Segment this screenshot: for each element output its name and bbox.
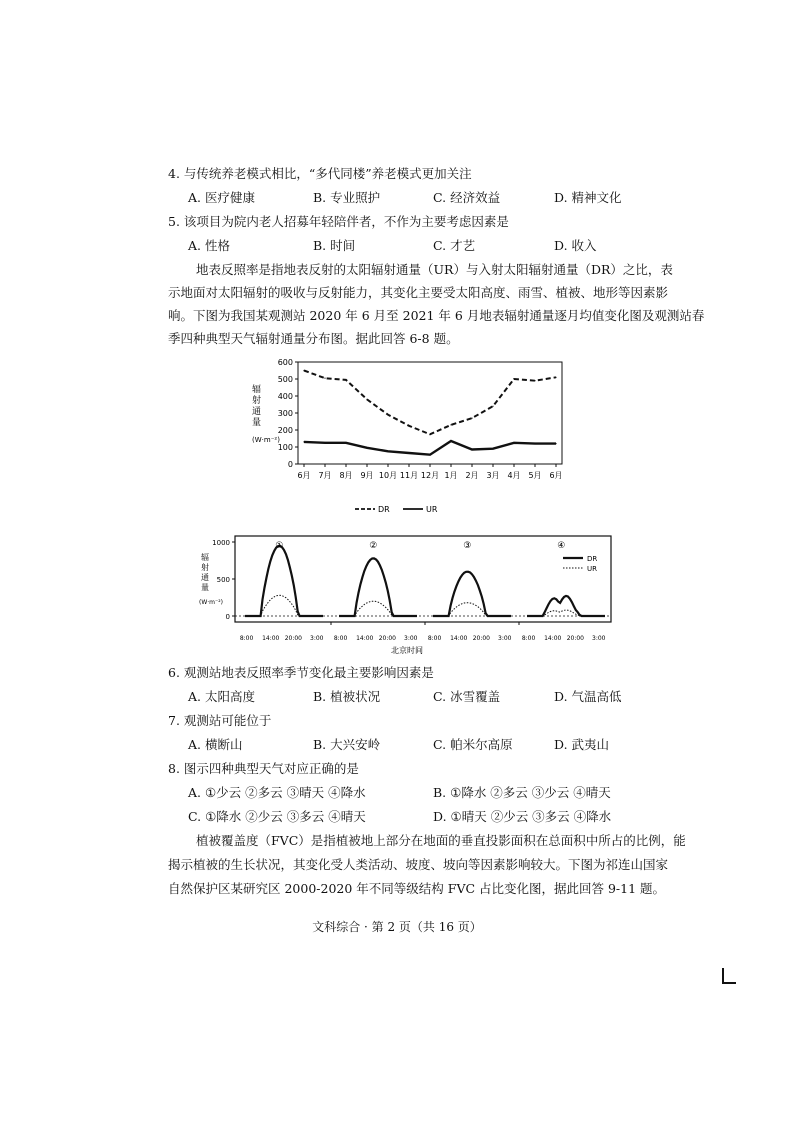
chart1-point-dr xyxy=(366,399,367,400)
chart2-xlabel: 北京时间 xyxy=(391,646,423,655)
question-8-option-b[interactable]: B. ①降水 ②多云 ③少云 ④晴天 xyxy=(433,785,611,800)
question-7-option-c[interactable]: C. 帕米尔高原 xyxy=(433,737,513,752)
chart2-xtick-label: 14:00 xyxy=(262,635,280,642)
question-8-option-c[interactable]: C. ①降水 ②少云 ③多云 ④晴天 xyxy=(188,809,366,824)
question-4-option-c[interactable]: C. 经济效益 xyxy=(433,190,501,205)
question-6-option-b[interactable]: B. 植被状况 xyxy=(313,689,381,704)
question-5-option-c[interactable]: C. 才艺 xyxy=(433,238,476,253)
chart2-ur-curve-3 xyxy=(433,603,511,616)
chart1-point-dr xyxy=(429,434,430,435)
chart1-point-dr xyxy=(471,418,472,419)
question-5-option-d[interactable]: D. 收入 xyxy=(554,238,597,253)
page-footer: 文科综合 · 第 2 页（共 16 页） xyxy=(312,920,482,934)
chart1-point-ur xyxy=(429,454,430,455)
chart1-ytick-label: 600 xyxy=(277,358,293,367)
chart2-xtick-label: 20:00 xyxy=(378,635,397,642)
question-8-option-d[interactable]: D. ①晴天 ②少云 ③多云 ④降水 xyxy=(433,809,612,824)
chart2-xtick-label: 8:00 xyxy=(427,635,442,642)
chart2-ytick-label: 500 xyxy=(216,576,230,584)
chart1-ytick-label: 300 xyxy=(277,409,293,418)
question-8-option-a[interactable]: A. ①少云 ②多云 ③晴天 ④降水 xyxy=(188,785,366,800)
chart2-ytick-label: 1000 xyxy=(212,539,230,547)
chart1-point-ur xyxy=(324,442,325,443)
chart2-ylabel-4: 量 xyxy=(201,583,209,592)
chart1-point-dr xyxy=(555,377,556,378)
passage-2-line-1: 植被覆盖度（FVC）是指植被地上部分在地面的垂直投影面积在总面积中所占的比例，能 xyxy=(196,833,686,848)
passage-1-line-2: 示地面对太阳辐射的吸收与反射能力，其变化主要受太阳高度、雨雪、植被、地形等因素影 xyxy=(168,285,669,300)
chart2-xtick-label: 3:00 xyxy=(404,635,418,642)
chart2-ylabel-1: 辐 xyxy=(201,553,209,562)
chart1-ytick-label: 400 xyxy=(277,392,293,401)
chart1-point-dr xyxy=(450,424,451,425)
question-4-stem: 4. 与传统养老模式相比，“多代同楼”养老模式更加关注 xyxy=(168,166,472,181)
chart1-point-ur xyxy=(555,443,556,444)
chart1-point-ur xyxy=(303,441,304,442)
question-4-option-b[interactable]: B. 专业照护 xyxy=(313,190,381,205)
chart2-panel-label-4: ④ xyxy=(557,541,566,551)
chart2-dr-curve-1 xyxy=(245,546,323,616)
question-8-stem: 8. 图示四种典型天气对应正确的是 xyxy=(168,761,359,776)
chart2-xtick-label: 20:00 xyxy=(566,635,585,642)
chart2-legend-label-ur: UR xyxy=(587,565,597,573)
passage-2-line-3: 自然保护区某研究区 2000-2020 年不同等级结构 FVC 占比变化图，据此回答 9-11 题。 xyxy=(168,881,666,896)
chart1-xtick-label: 8月 xyxy=(339,471,353,480)
chart2-xtick-label: 14:00 xyxy=(544,635,562,642)
chart1-ylabel-1: 辐 xyxy=(252,385,262,395)
question-7-option-a[interactable]: A. 横断山 xyxy=(188,737,243,752)
chart1-ylabel-3: 通 xyxy=(252,407,262,417)
chart1-point-ur xyxy=(471,449,472,450)
chart1-point-dr xyxy=(345,379,346,380)
chart2-xtick-label: 3:00 xyxy=(592,635,606,642)
chart2-xtick-label: 14:00 xyxy=(356,635,374,642)
chart1-point-dr xyxy=(324,378,325,379)
chart2-ur-curve-1 xyxy=(245,595,323,616)
chart1-point-dr xyxy=(534,380,535,381)
chart1-xtick-label: 4月 xyxy=(507,471,521,480)
chart1-legend-label-dr: DR xyxy=(378,505,390,514)
chart1-xtick-label: 10月 xyxy=(378,471,398,480)
chart1-xtick-label: 3月 xyxy=(486,471,500,480)
chart1-xtick-label: 7月 xyxy=(318,471,332,480)
chart1-xtick-label: 11月 xyxy=(399,471,419,480)
chart1-xtick-label: 6月 xyxy=(549,471,563,480)
chart2-ytick-label: 0 xyxy=(225,613,230,621)
chart2-xtick-label: 20:00 xyxy=(472,635,491,642)
chart1-point-dr xyxy=(513,378,514,379)
chart1-xtick-label: 6月 xyxy=(297,471,311,480)
question-7-option-b[interactable]: B. 大兴安岭 xyxy=(313,737,381,752)
chart1-ytick-label: 200 xyxy=(277,426,293,435)
chart1-ytick-label: 0 xyxy=(287,460,293,469)
chart2-ylabel-unit: (W·m⁻²) xyxy=(199,599,223,606)
chart1-xtick-label: 1月 xyxy=(444,471,458,480)
chart1-point-ur xyxy=(492,448,493,449)
question-6-option-c[interactable]: C. 冰雪覆盖 xyxy=(433,689,501,704)
chart1-frame xyxy=(298,362,562,464)
chart2-ylabel-3: 通 xyxy=(201,573,209,582)
chart1-ytick-label: 500 xyxy=(277,375,293,384)
question-6-stem: 6. 观测站地表反照率季节变化最主要影响因素是 xyxy=(168,665,434,680)
chart1-point-ur xyxy=(345,442,346,443)
chart2-xtick-label: 20:00 xyxy=(284,635,303,642)
chart1-point-ur xyxy=(513,442,514,443)
chart1-point-dr xyxy=(387,414,388,415)
chart2-xtick-label: 3:00 xyxy=(498,635,512,642)
chart2-xtick-label: 8:00 xyxy=(239,635,254,642)
chart1-point-dr xyxy=(303,370,304,371)
question-5-option-b[interactable]: B. 时间 xyxy=(313,238,356,253)
chart1-xtick-label: 9月 xyxy=(360,471,374,480)
chart2-dr-curve-3 xyxy=(433,572,511,616)
chart2-panel-label-3: ③ xyxy=(463,541,472,551)
question-7-stem: 7. 观测站可能位于 xyxy=(168,713,272,728)
chart2-dr-curve-2 xyxy=(339,558,417,616)
chart1-point-dr xyxy=(492,406,493,407)
chart2-xtick-label: 8:00 xyxy=(333,635,348,642)
chart1-series-ur xyxy=(304,441,556,455)
chart2-xtick-label: 14:00 xyxy=(450,635,468,642)
chart2-xtick-label: 8:00 xyxy=(521,635,536,642)
passage-1-line-4: 季四种典型天气辐射通量分布图。据此回答 6-8 题。 xyxy=(168,331,459,346)
chart1-point-ur xyxy=(450,440,451,441)
chart1-point-ur xyxy=(387,451,388,452)
chart1-ylabel-4: 量 xyxy=(252,418,262,428)
monthly-radiation-chart xyxy=(240,352,580,527)
chart2-legend-label-dr: DR xyxy=(587,555,598,563)
chart2-ylabel-2: 射 xyxy=(201,563,209,572)
question-5-stem: 5. 该项目为院内老人招募年轻陪伴者，不作为主要考虑因素是 xyxy=(168,214,509,229)
chart1-ylabel-unit: (W·m⁻²) xyxy=(252,436,280,444)
chart2-xtick-label: 3:00 xyxy=(310,635,324,642)
chart2-panel-label-2: ② xyxy=(369,541,378,551)
question-6-option-a[interactable]: A. 太阳高度 xyxy=(188,689,255,704)
chart1-point-ur xyxy=(408,452,409,453)
chart2-dr-curve-4 xyxy=(527,596,605,616)
chart1-series-dr xyxy=(304,371,556,435)
passage-1-line-3: 响。下图为我国某观测站 2020 年 6 月至 2021 年 6 月地表辐射通量逐月均值变化图及观测站春 xyxy=(168,308,705,323)
question-4-option-d[interactable]: D. 精神文化 xyxy=(554,190,622,205)
chart1-point-dr xyxy=(408,425,409,426)
crop-mark-icon xyxy=(722,968,736,984)
chart2-ur-curve-2 xyxy=(339,601,417,616)
passage-1-line-1: 地表反照率是指地表反射的太阳辐射通量（UR）与入射太阳辐射通量（DR）之比，表 xyxy=(196,262,673,277)
passage-2-line-2: 揭示植被的生长状况，其变化受人类活动、坡度、坡向等因素影响较大。下图为祁连山国家 xyxy=(168,857,669,872)
chart2-panel-label-1: ① xyxy=(275,541,284,551)
chart1-legend-label-ur: UR xyxy=(426,505,438,514)
chart1-xtick-label: 2月 xyxy=(465,471,479,480)
question-7-option-d[interactable]: D. 武夷山 xyxy=(554,737,610,752)
chart1-xtick-label: 12月 xyxy=(420,471,440,480)
question-6-option-d[interactable]: D. 气温高低 xyxy=(554,689,622,704)
chart1-point-ur xyxy=(366,447,367,448)
chart1-point-ur xyxy=(534,443,535,444)
question-5-option-a[interactable]: A. 性格 xyxy=(188,238,230,253)
chart1-ylabel-2: 射 xyxy=(252,396,262,406)
chart1-ytick-label: 100 xyxy=(277,443,293,452)
question-4-option-a[interactable]: A. 医疗健康 xyxy=(188,190,255,205)
weather-radiation-panels xyxy=(195,532,615,660)
chart1-xtick-label: 5月 xyxy=(528,471,542,480)
